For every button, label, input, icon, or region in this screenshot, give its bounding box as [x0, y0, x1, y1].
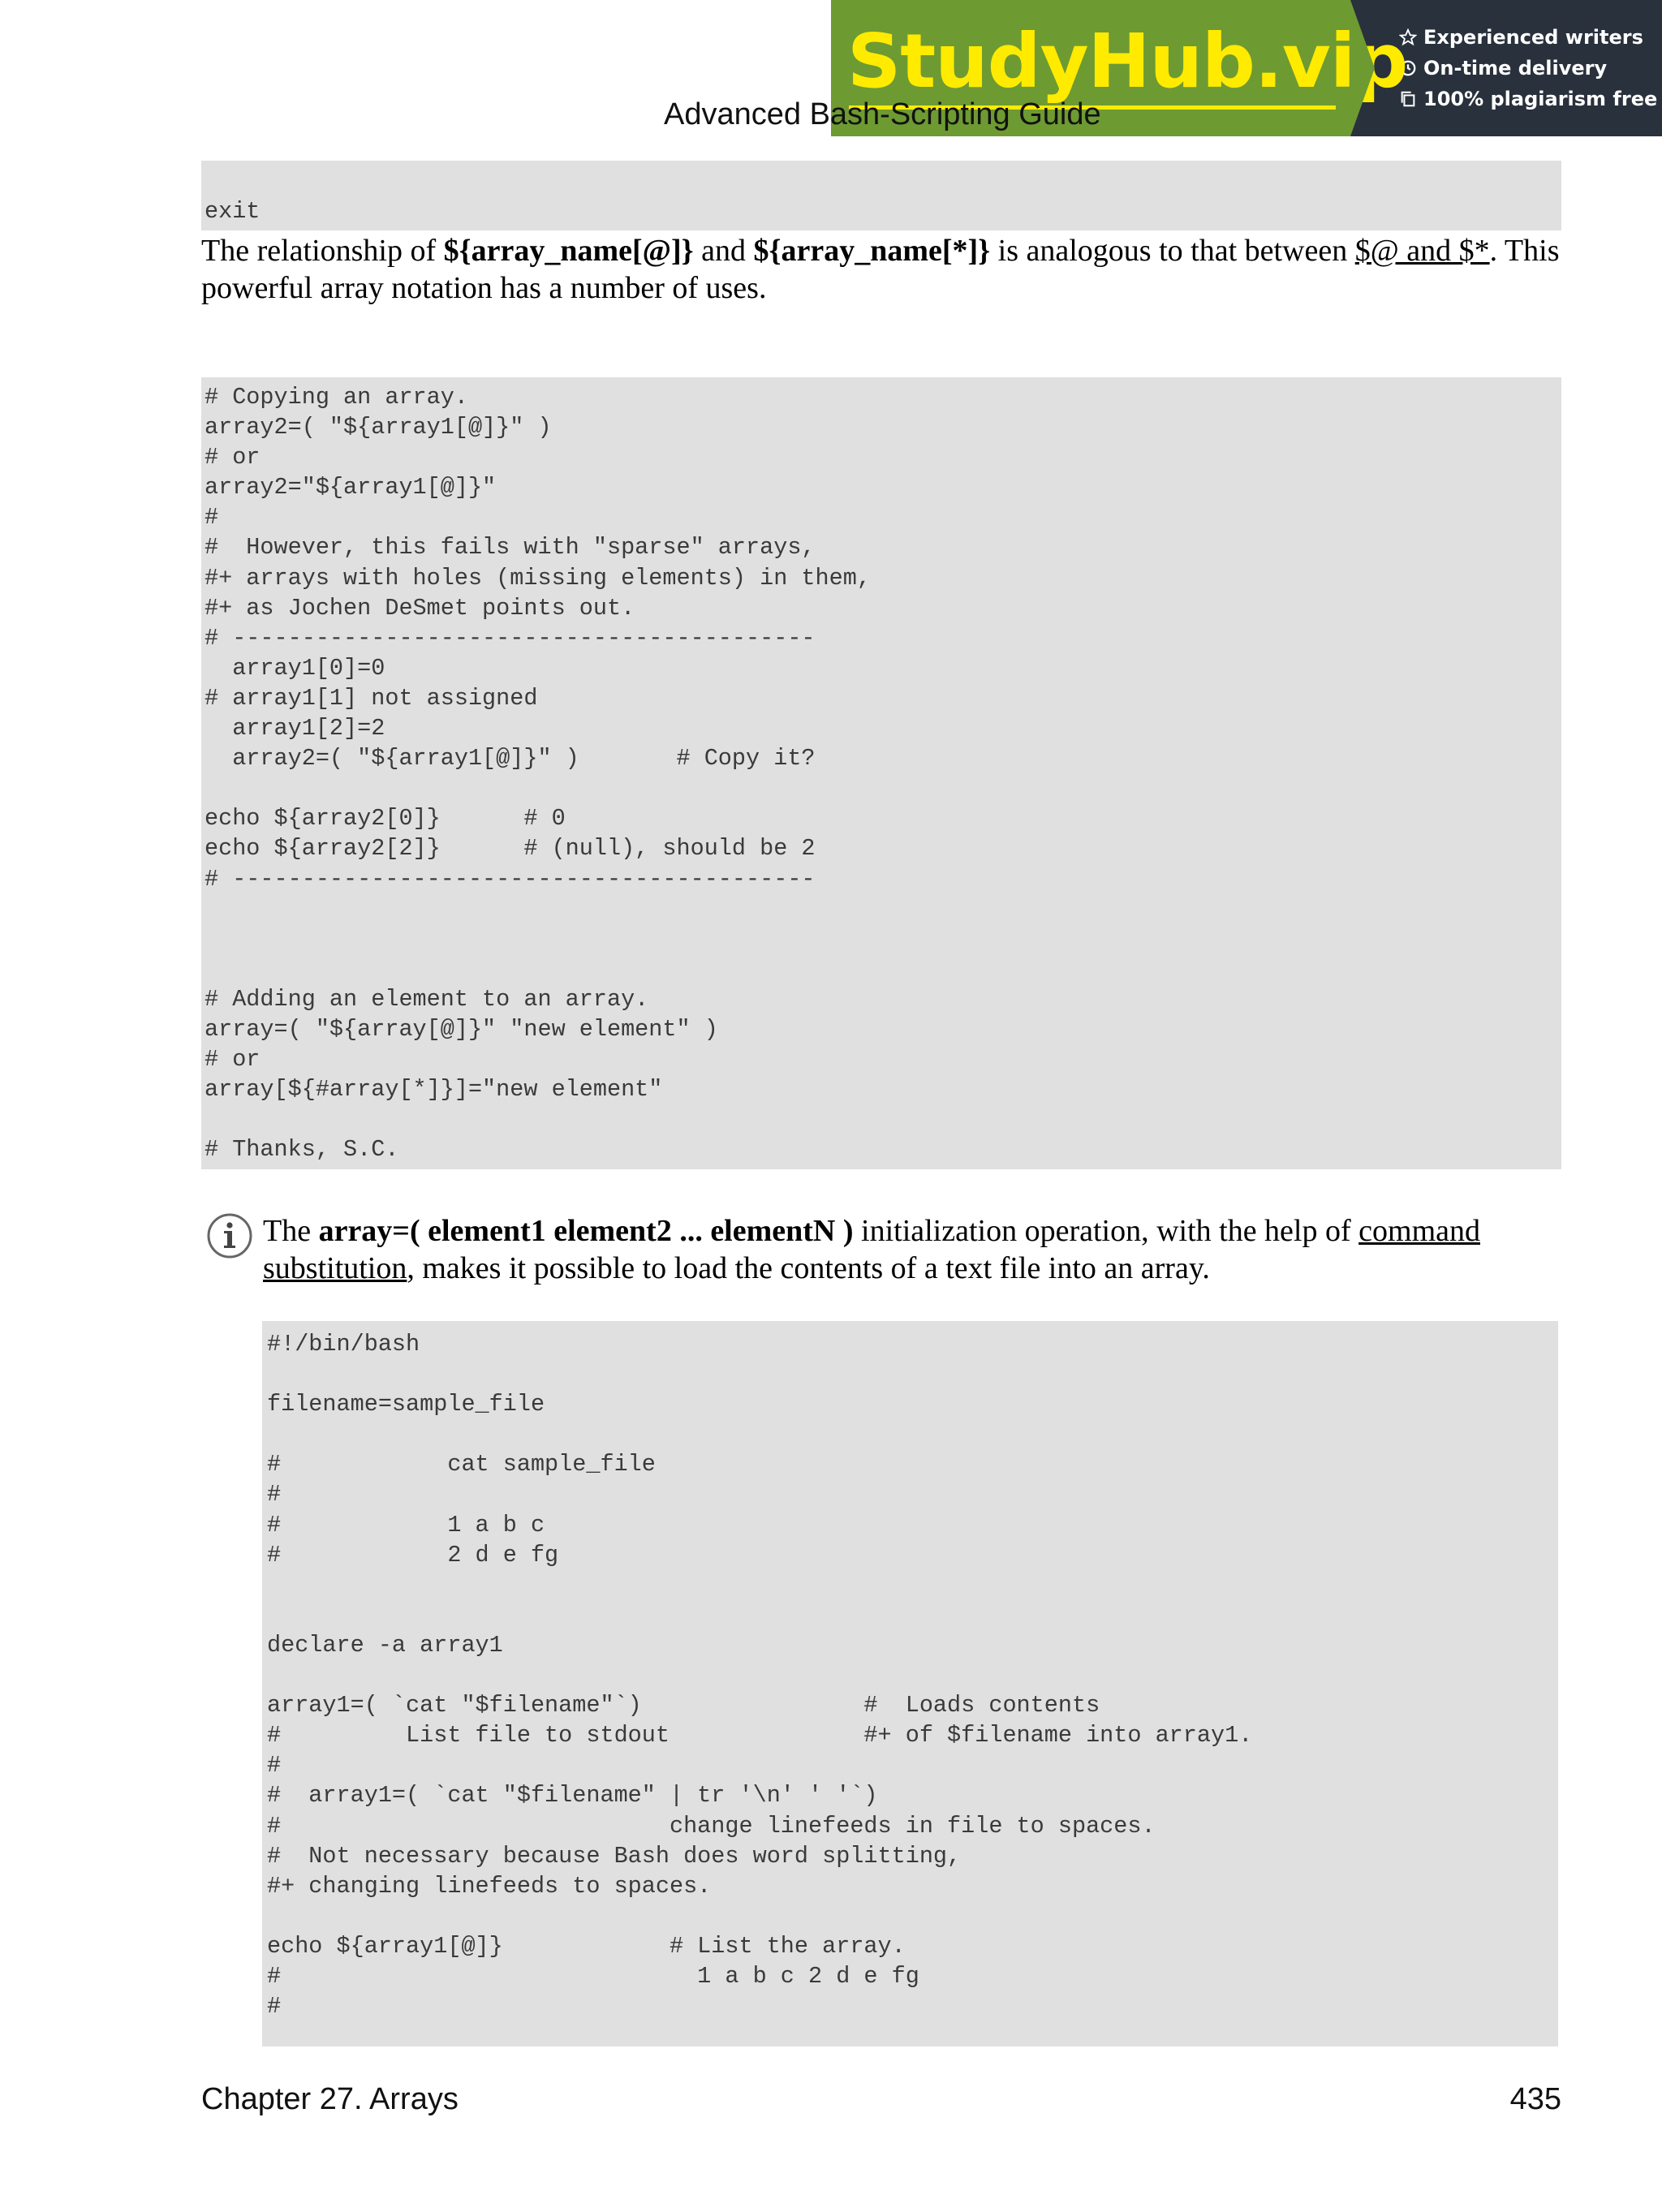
- link-positional-params[interactable]: $@ and $*: [1354, 234, 1490, 268]
- code-block-exit: exit: [201, 161, 1561, 230]
- paragraph-text: , makes it possible to load the contents of a text file into an array.: [407, 1251, 1210, 1285]
- banner-feature-label: On-time delivery: [1423, 57, 1608, 80]
- paragraph-text: . This powerful array notation has a number of uses.: [201, 234, 1560, 305]
- banner-feature-delivery: [1399, 57, 1662, 80]
- paragraph-text: is analogous to that between: [990, 234, 1355, 268]
- banner-chevron: [1350, 0, 1375, 136]
- paragraph-text: The relationship of: [201, 234, 444, 268]
- paragraph-array-relationship: [201, 232, 1565, 307]
- inline-code-bold: array=( element1 element2 ... elementN ): [318, 1214, 854, 1248]
- link-command-substitution[interactable]: command substitution: [263, 1214, 1480, 1285]
- code-block-copying-array: # Copying an array. array2=( "${array1[@]}" ) # or array2="${array1[@]}" # # However, this fails with "sparse" arrays, #+ arrays with holes (missing elements) in them, #+ as Jochen DeSmet points out. # ------------------------------------------ array1[0]=0 # array1[1] not assigned array1[2]=2 array2=( "${array1[@]}" ) # Copy it? echo ${array2[0]} # 0 echo ${array2[2]} # (null), should be 2 # ------------------------------------------ # Adding an element to an array. array=( "${array[@]}" "new element" ) # or array[${#array[*]}]="new element" # Thanks, S.C.: [201, 377, 1561, 1169]
- footer-page-number: 435: [1509, 2082, 1561, 2116]
- studyhub-logo[interactable]: StudyHub.vip: [847, 18, 1408, 105]
- code-block-load-file: #!/bin/bash filename=sample_file # cat sample_file # # 1 a b c # 2 d e fg declare -a array1 array1=( `cat "$filename"`) # Loads contents # List file to stdout #+ of $filename into array1. # # array1=( `cat "$filename" | tr '\n' ' '`) # change linefeeds in file to spaces. # Not necessary because Bash does word splitting, #+ changing linefeeds to spaces. echo ${array1[@]} # List the array. # 1 a b c 2 d e fg #: [262, 1321, 1558, 2046]
- banner-feature-writers: [1399, 26, 1662, 49]
- footer-chapter: Chapter 27. Arrays: [201, 2082, 459, 2116]
- paragraph-initialization-note: [263, 1212, 1561, 1287]
- paragraph-text: and: [693, 234, 754, 268]
- info-icon: [206, 1212, 253, 1259]
- inline-code-bold: ${array_name[*]}: [753, 234, 991, 268]
- inline-code-bold: ${array_name[@]}: [443, 234, 694, 268]
- banner-feature-label: 100% plagiarism free: [1423, 88, 1658, 110]
- banner-feature-plagiarism: [1399, 88, 1662, 110]
- paragraph-text: initialization operation, with the help of: [853, 1214, 1359, 1248]
- page-header-title: Advanced Bash-Scripting Guide: [664, 97, 1101, 131]
- banner-feature-label: Experienced writers: [1423, 26, 1643, 49]
- paragraph-text: The: [263, 1214, 319, 1248]
